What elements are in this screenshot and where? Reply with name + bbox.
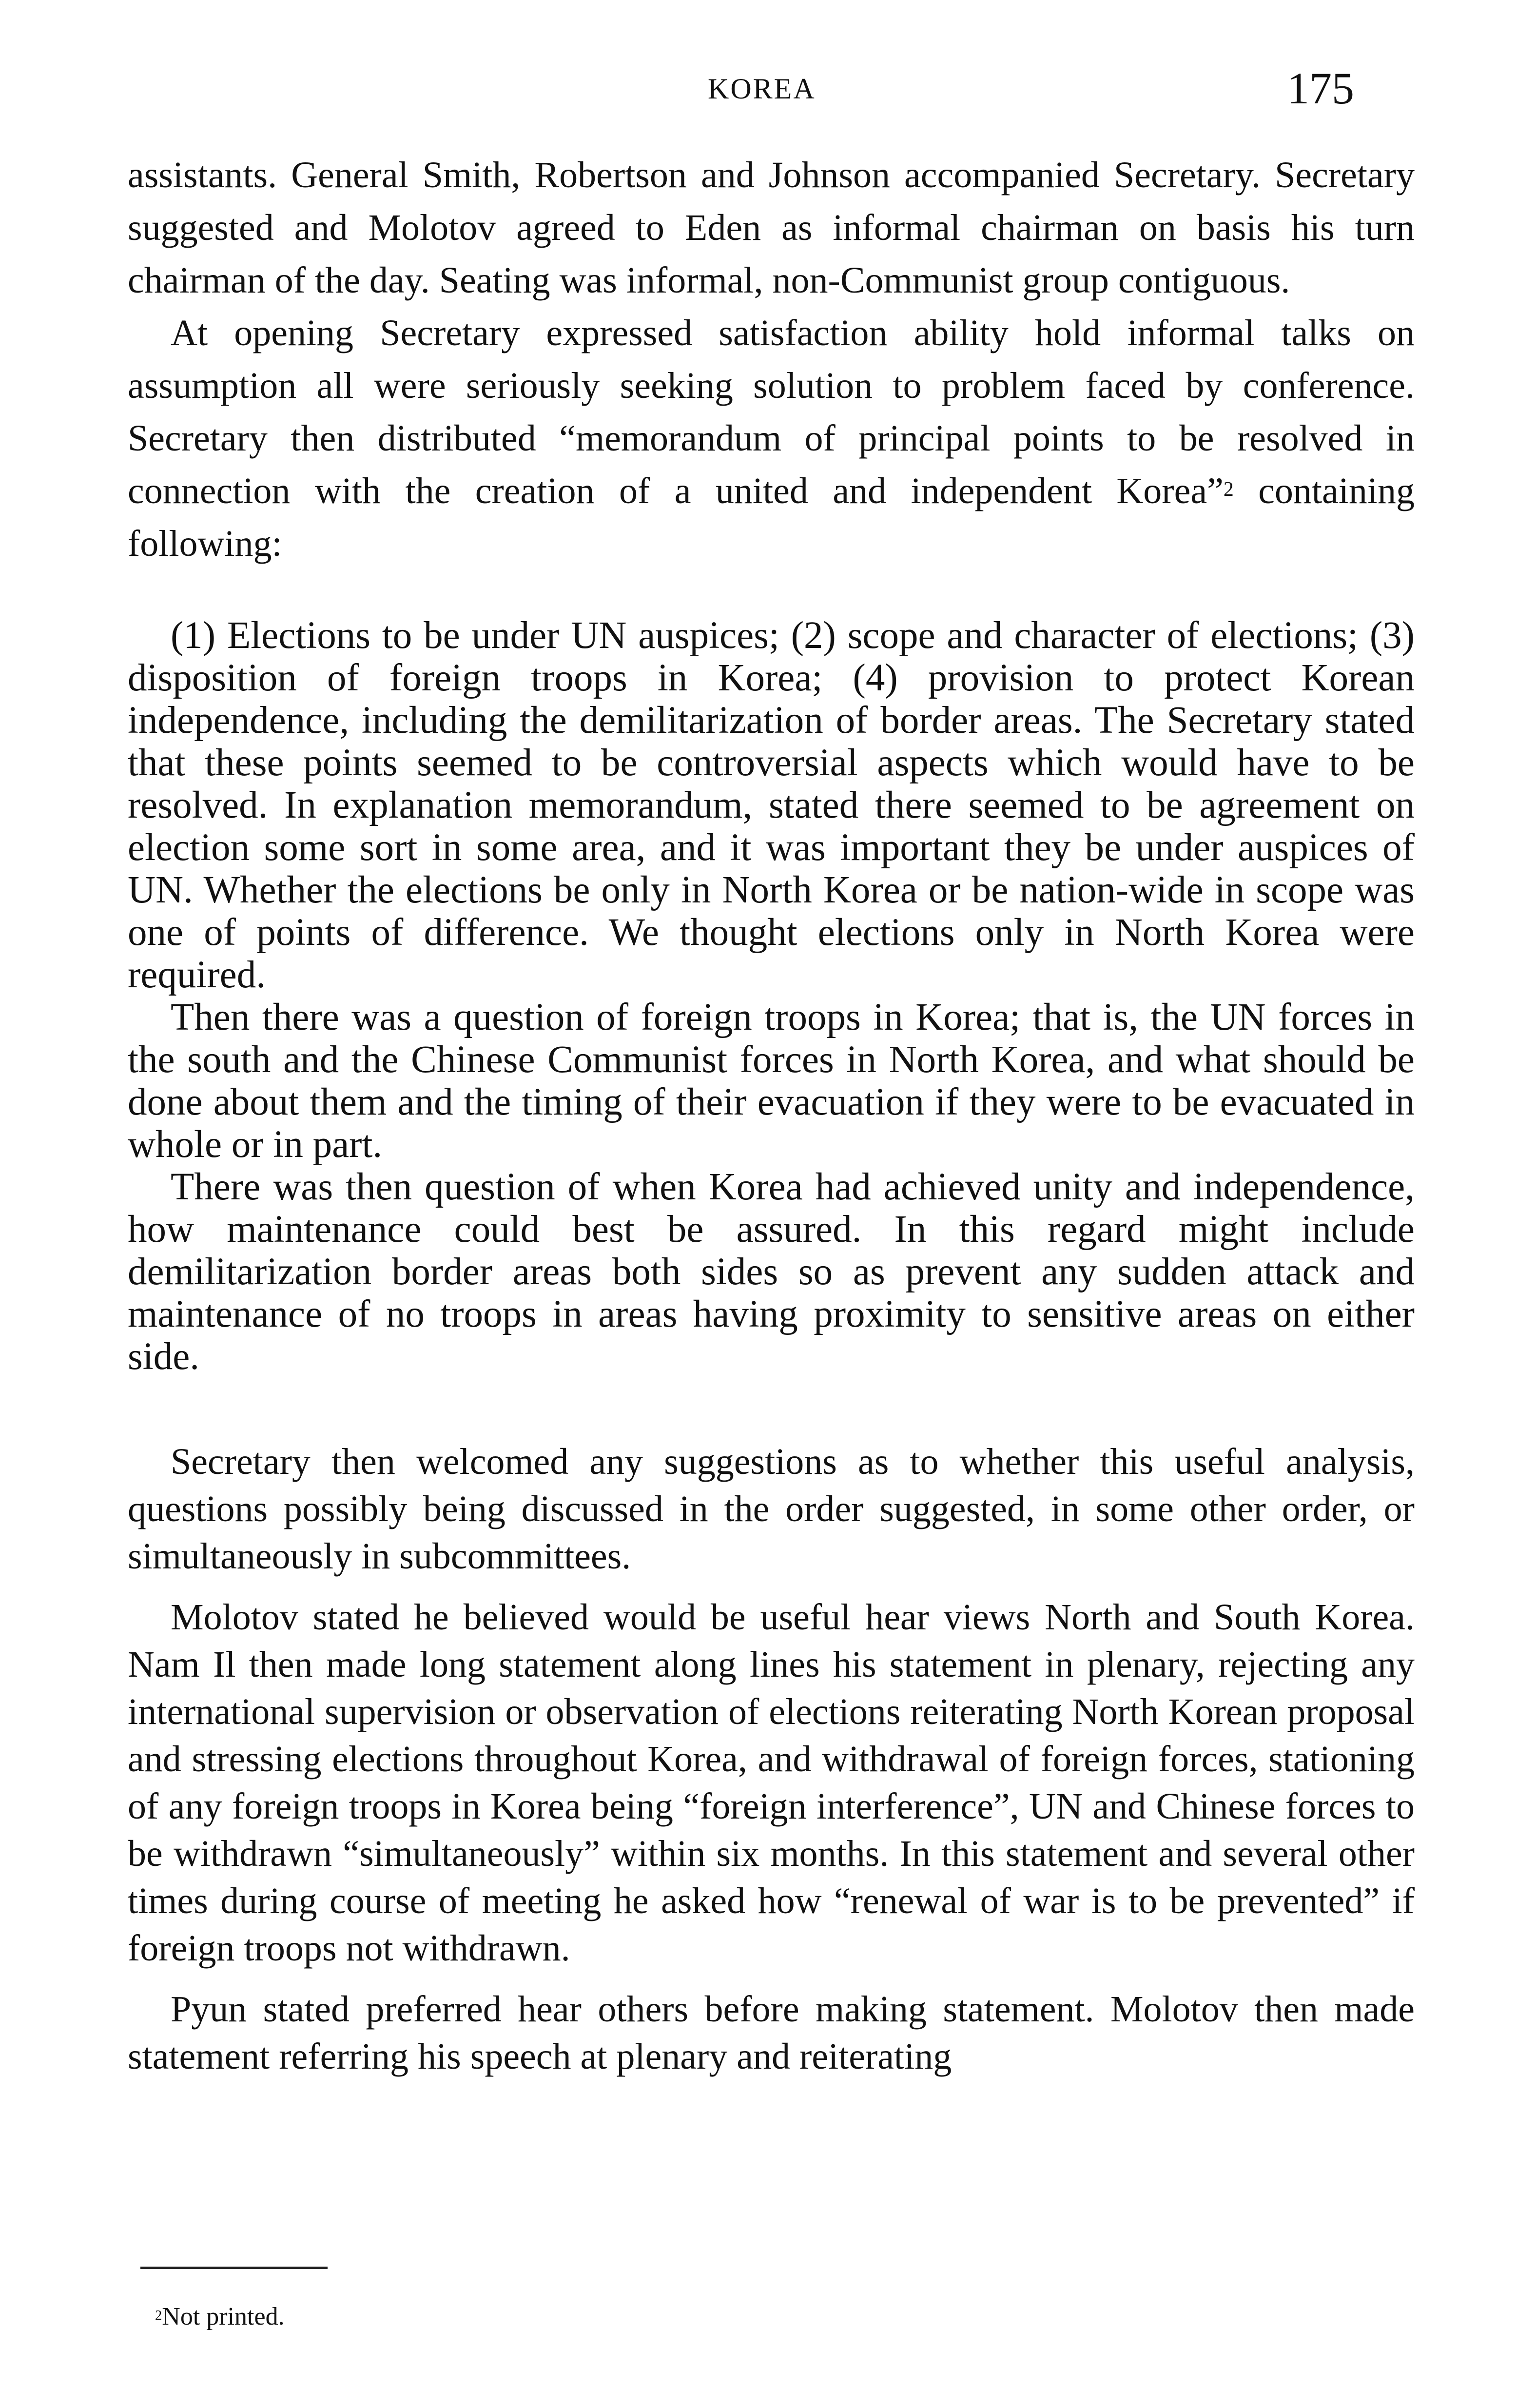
running-head: KOREA (708, 73, 816, 105)
opening-paragraphs (128, 149, 1415, 570)
paragraph-text-end: containing following: (128, 470, 1415, 564)
footnote (155, 2302, 285, 2331)
paragraph-suggestions: Secretary then welcomed any suggestions as to whether this useful analysis, questions possibly being discussed in the order suggested, in some other order, or simultaneously in subcommittees. (128, 1441, 1415, 1577)
quote-paragraph-3: There was then question of when Korea had achieved unity and independence, how maintenance could best be assured. In this regard might include demilitarization border areas both sides so as prevent any sudden attack and maintenance of no troops in areas having proximity to sensitive areas on either side. (128, 1166, 1415, 1378)
paragraph-continued: assistants. General Smith, Robertson and Johnson accompanied Secretary. Secretary suggested and Molotov agreed to Eden as informal chairman on basis his turn chairman of the day. Seating was informal, non-Communist group contiguous. (128, 155, 1415, 301)
quote-paragraph-1: (1) Elections to be under UN auspices; (2) scope and character of elections; (3) disposition of foreign troops in Korea; (4) provision to protect Korean independence, including the demilitarization of border areas. The Secretary stated that these points seemed to be controversial aspects which would have to be resolved. In explanation memorandum, stated there seemed to be agreement on election some sort in some area, and it was important they be under auspices of UN. Whether the elections be only in North Korea or be nation-wide in scope was one of points of difference. We thought elections only in North Korea were required. (128, 614, 1415, 996)
closing-paragraphs (128, 1438, 1415, 2080)
footnote-reference: 2 (1223, 478, 1234, 501)
footnote-text: Not printed. (162, 2303, 285, 2330)
footnote-divider (140, 2267, 328, 2269)
paragraph-molotov-namil: Molotov stated he believed would be useful hear views North and South Korea. Nam Il then made long statement along lines his statement in plenary, rejecting any international supervision or observation of elections reiterating North Korean proposal and stressing elections throughout Korea, and withdrawal of foreign forces, stationing of any foreign troops in Korea being “foreign interference”, UN and Chinese forces to be withdrawn “simultaneously” within six months. In this statement and several other times during course of meeting he asked how “renewal of war is to be prevented” if foreign troops not withdrawn. (128, 1597, 1415, 1969)
paragraph-opening-talks (128, 307, 1415, 570)
footnote-marker: 2 (155, 2308, 162, 2323)
quote-paragraph-2: Then there was a question of foreign troops in Korea; that is, the UN forces in the south and the Chinese Communist forces in North Korea, and what should be done about them and the timing of their evacuation if they were to be evacuated in whole or in part. (128, 996, 1415, 1166)
memorandum-quote (128, 614, 1415, 1378)
page-number: 175 (1287, 63, 1354, 113)
paragraph-pyun: Pyun stated preferred hear others before making statement. Molotov then made statement referring his speech at plenary and reiterating (128, 1989, 1415, 2077)
paragraph-text: At opening Secretary expressed satisfaction ability hold informal talks on assumption all were seriously seeking solution to problem faced by conference. Secretary then distributed “memorandum of principal points to be resolved in connection with the creation of a united and independent Korea” (128, 313, 1415, 511)
